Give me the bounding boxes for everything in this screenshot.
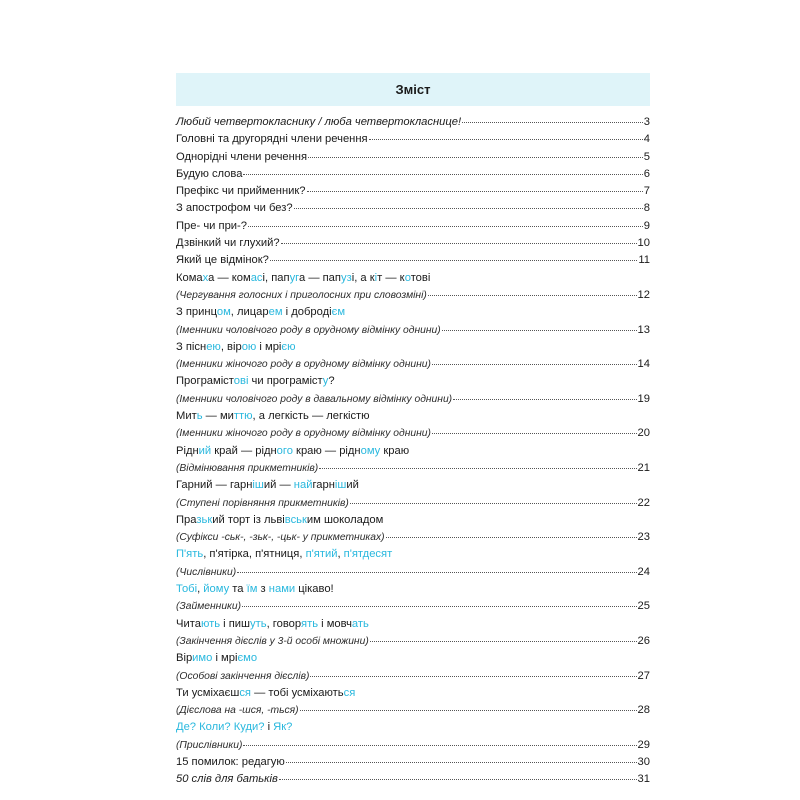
page-number: 30	[637, 755, 650, 768]
text-segment: Кома	[176, 271, 203, 284]
toc-entry-title-line	[176, 166, 650, 183]
text-segment: і мрі	[212, 652, 238, 665]
toc-entry[interactable]	[176, 477, 650, 512]
dot-leader	[319, 468, 636, 469]
toc-entry-title-line	[176, 616, 650, 633]
dot-leader	[270, 260, 638, 261]
toc-entry[interactable]	[176, 304, 650, 339]
text-segment: і, а к	[351, 271, 375, 284]
text-segment: З пісн	[176, 340, 207, 353]
toc-entry-title	[176, 616, 369, 633]
toc-entry-subtitle-line	[176, 598, 650, 615]
highlighted-text: п'ятий	[305, 548, 338, 561]
text-segment: Пра	[176, 513, 197, 526]
toc-entry-title-line	[176, 408, 650, 425]
toc-entry-subtitle-line	[176, 529, 650, 546]
toc-entry[interactable]	[176, 149, 650, 166]
toc-entry-title-line	[176, 131, 650, 148]
page-number: 9	[643, 219, 650, 232]
toc-entry-title	[176, 252, 269, 269]
dot-leader	[281, 243, 637, 244]
text-segment: а — ком	[208, 271, 251, 284]
toc-entry[interactable]	[176, 218, 650, 235]
page-number: 11	[638, 254, 650, 267]
toc-header	[176, 73, 650, 106]
toc-entry-title-line	[176, 149, 650, 166]
toc-entry-title	[176, 183, 306, 200]
text-segment: Програміст	[176, 375, 234, 388]
text-segment: краю — рідн	[292, 444, 361, 457]
page-number: 8	[643, 202, 650, 215]
text-segment: Пре- чи при-?	[176, 219, 247, 232]
highlighted-text: о	[404, 271, 411, 284]
page-number: 23	[637, 531, 650, 544]
toc-entry-title-line	[176, 546, 650, 563]
text-segment: (Особові закінчення дієслів)	[176, 670, 310, 682]
page-number: 4	[643, 133, 650, 146]
text-segment: 15 помилок: редагую	[176, 755, 285, 768]
highlighted-text: ом	[216, 306, 231, 319]
page-number: 22	[637, 496, 650, 509]
highlighted-text: уть	[250, 617, 267, 630]
toc-entry-subtitle	[176, 287, 427, 304]
dot-leader	[286, 762, 637, 763]
highlighted-text: ємо	[237, 652, 258, 665]
toc-entry[interactable]	[176, 131, 650, 148]
toc-entry-title	[176, 650, 257, 667]
text-segment: Будую слова	[176, 167, 243, 180]
toc-entry-title-line	[176, 650, 650, 667]
toc-entry-subtitle	[176, 737, 242, 754]
text-segment: , вір	[220, 340, 242, 353]
toc-entry[interactable]	[176, 650, 650, 685]
toc-title: Зміст	[395, 82, 431, 97]
text-segment: (Іменники жіночого роду в орудному відмінку однини)	[176, 428, 431, 440]
toc-entry[interactable]	[176, 270, 650, 305]
text-segment: і мрі	[256, 340, 282, 353]
text-segment: З апострофом чи без?	[176, 202, 293, 215]
toc-entry-title	[176, 166, 242, 183]
dot-leader	[242, 606, 636, 607]
toc-entry-subtitle	[176, 460, 318, 477]
toc-entry-title	[176, 235, 280, 252]
toc-entry-title-line	[176, 581, 650, 598]
toc-entry-title-line	[176, 373, 650, 390]
highlighted-text: х	[202, 271, 209, 284]
toc-entry[interactable]	[176, 685, 650, 720]
toc-entry[interactable]	[176, 512, 650, 547]
text-segment: тові	[410, 271, 431, 284]
page-number: 6	[643, 167, 650, 180]
toc-entry-subtitle-line	[176, 425, 650, 442]
highlighted-text: Як?	[273, 721, 293, 734]
text-segment: ий —	[263, 479, 294, 492]
dot-leader	[432, 433, 637, 434]
dot-leader	[386, 537, 637, 538]
dot-leader	[243, 745, 636, 746]
highlighted-text: ся	[239, 686, 251, 699]
highlighted-text: ові	[233, 375, 249, 388]
dot-leader	[237, 572, 636, 573]
toc-entry-title-line	[176, 443, 650, 460]
toc-entry-subtitle-line	[176, 287, 650, 304]
toc-entry-title	[176, 373, 335, 390]
text-segment: а — пап	[299, 271, 341, 284]
toc-entry-title-line	[176, 235, 650, 252]
text-segment: Мит	[176, 410, 197, 423]
toc-entry-subtitle	[176, 668, 309, 685]
toc-entry[interactable]	[176, 616, 650, 651]
toc-entry-subtitle-line	[176, 322, 650, 339]
text-segment: З принц	[176, 306, 217, 319]
page-number: 21	[637, 461, 650, 474]
text-segment: , п'ятірка, п'ятниця,	[203, 548, 306, 561]
toc-entry-title-line	[176, 477, 650, 494]
text-segment: Ти усміхаєш	[176, 686, 240, 699]
toc-entry-title	[176, 771, 278, 788]
toc-entry-title	[176, 114, 461, 131]
text-segment: Дзвінкий чи глухий?	[176, 237, 280, 250]
toc-entry-title	[176, 443, 409, 460]
toc-entry-subtitle-line	[176, 633, 650, 650]
text-segment: (Відмінювання прикметників)	[176, 462, 319, 474]
toc-entry-title-line	[176, 685, 650, 702]
text-segment: і доброді	[282, 306, 332, 319]
toc-entry-subtitle-line	[176, 460, 650, 477]
toc-entry[interactable]	[176, 183, 650, 200]
text-segment: Вір	[176, 652, 193, 665]
text-segment: Чита	[176, 617, 201, 630]
toc-entry-title-line	[176, 339, 650, 356]
text-segment: (Ступені порівняння прикметників)	[176, 497, 349, 509]
text-segment: (Числівники)	[176, 566, 237, 578]
toc-entry-title-line	[176, 512, 650, 529]
toc-entry-title	[176, 754, 285, 771]
text-segment: (Чергування голосних і приголосних при словозміні)	[176, 289, 427, 301]
toc-entry-subtitle	[176, 391, 452, 408]
text-segment: , лицар	[230, 306, 269, 319]
toc-entry[interactable]	[176, 754, 650, 771]
highlighted-text: іш	[252, 479, 264, 492]
page-number: 29	[637, 738, 650, 751]
highlighted-text: зьк	[196, 513, 213, 526]
text-segment: Який це відмінок?	[176, 254, 269, 267]
toc-entry-subtitle-line	[176, 668, 650, 685]
page-number: 10	[637, 237, 650, 250]
toc-entry-subtitle	[176, 702, 299, 719]
text-segment: ий	[346, 479, 359, 492]
text-segment: і пиш	[220, 617, 251, 630]
dot-leader	[300, 710, 637, 711]
toc-entry-title-line	[176, 771, 650, 788]
toc-entry-title	[176, 270, 430, 287]
text-segment: — ми	[202, 410, 234, 423]
text-segment: з	[257, 583, 269, 596]
toc-entry-title	[176, 581, 334, 598]
toc-entry[interactable]	[176, 581, 650, 616]
toc-entry-title-line	[176, 719, 650, 736]
toc-entry-subtitle	[176, 356, 431, 373]
dot-leader	[294, 208, 643, 209]
highlighted-text: іш	[334, 479, 347, 492]
highlighted-text: П'ять	[176, 548, 204, 561]
highlighted-text: Де? Коли? Куди?	[176, 721, 265, 734]
page-number: 20	[637, 427, 650, 440]
page-number: 19	[637, 392, 650, 405]
toc-entry-subtitle	[176, 529, 385, 546]
toc-entry[interactable]	[176, 771, 650, 788]
dot-leader	[310, 676, 636, 677]
dot-leader	[370, 641, 637, 642]
toc-entry-subtitle-line	[176, 495, 650, 512]
text-segment: (Іменники чоловічого роду в давальному відмінку однини)	[176, 393, 453, 405]
highlighted-text: Тобі	[176, 583, 198, 596]
highlighted-text: ею	[206, 340, 221, 353]
toc-entry-title-line	[176, 754, 650, 771]
highlighted-text: ать	[351, 617, 369, 630]
highlighted-text: ий	[198, 444, 212, 457]
highlighted-text: єм	[331, 306, 346, 319]
text-segment: (Займенники)	[176, 601, 242, 613]
toc-entry-subtitle	[176, 495, 349, 512]
toc-entry[interactable]	[176, 114, 650, 131]
highlighted-text: і	[374, 271, 378, 284]
text-segment: і	[264, 721, 274, 734]
toc-entry-title-line	[176, 114, 650, 131]
text-segment: т — к	[377, 271, 405, 284]
text-segment: — тобі усміхають	[250, 686, 344, 699]
toc-entry[interactable]	[176, 166, 650, 183]
text-segment: і мовч	[318, 617, 352, 630]
page-number: 31	[637, 773, 650, 786]
text-segment: гарн	[312, 479, 335, 492]
highlighted-text: уз	[340, 271, 352, 284]
highlighted-text: ем	[268, 306, 283, 319]
text-segment: , а легкість — легкістю	[252, 410, 370, 423]
text-segment: Головні та другорядні члени речення	[176, 133, 368, 146]
text-segment: ,	[197, 583, 204, 596]
toc-entry-title	[176, 200, 293, 217]
toc-entry-title-line	[176, 304, 650, 321]
toc-entry-title-line	[176, 270, 650, 287]
dot-leader	[279, 779, 637, 780]
dot-leader	[428, 295, 637, 296]
dot-leader	[432, 364, 637, 365]
highlighted-text: єю	[281, 340, 296, 353]
page-number: 7	[643, 185, 650, 198]
highlighted-text: ас	[250, 271, 263, 284]
toc-entry-title	[176, 685, 355, 702]
page-number: 28	[637, 704, 650, 717]
toc-entry-subtitle	[176, 322, 441, 339]
highlighted-text: имо	[192, 652, 213, 665]
toc-entry-subtitle-line	[176, 391, 650, 408]
dot-leader	[453, 399, 636, 400]
highlighted-text: най	[293, 479, 313, 492]
highlighted-text: їм	[246, 583, 258, 596]
text-segment: Префікс чи прийменник?	[176, 185, 306, 198]
toc-entry-subtitle	[176, 598, 241, 615]
highlighted-text: п'ятдесят	[343, 548, 393, 561]
dot-leader	[462, 122, 643, 123]
toc-entry-subtitle-line	[176, 737, 650, 754]
text-segment: им шоколадом	[306, 513, 384, 526]
toc-entry-title-line	[176, 200, 650, 217]
page-number: 25	[637, 600, 650, 613]
text-segment: і, пап	[262, 271, 290, 284]
toc-entry-subtitle-line	[176, 356, 650, 373]
page-number: 27	[637, 669, 650, 682]
text-segment: (Іменники чоловічого роду в орудному відмінку однини)	[176, 324, 441, 336]
toc-entry-title	[176, 477, 359, 494]
page-number: 13	[637, 323, 650, 336]
toc-list	[176, 114, 650, 789]
dot-leader	[307, 191, 643, 192]
text-segment: Рідн	[176, 444, 199, 457]
text-segment: ий торт із льві	[212, 513, 285, 526]
toc-entry[interactable]	[176, 443, 650, 478]
highlighted-text: ою	[241, 340, 257, 353]
toc-entry-title-line	[176, 218, 650, 235]
toc-entry-title	[176, 546, 392, 563]
highlighted-text: йому	[203, 583, 230, 596]
toc-entry-title	[176, 218, 247, 235]
highlighted-text: нами	[268, 583, 296, 596]
text-segment: (Прислівники)	[176, 739, 243, 751]
page-number: 14	[637, 358, 650, 371]
text-segment: (Іменники жіночого роду в орудному відмінку однини)	[176, 359, 431, 371]
highlighted-text: ють	[200, 617, 221, 630]
text-segment: чи програміст	[248, 375, 323, 388]
toc-entry[interactable]	[176, 719, 650, 754]
highlighted-text: ттю	[233, 410, 253, 423]
dot-leader	[442, 330, 637, 331]
text-segment: 50 слів для батьків	[176, 773, 278, 786]
text-segment: (Суфікси -ськ-, -зьк-, -цьк- у прикметниках)	[176, 532, 385, 544]
toc-entry-subtitle-line	[176, 702, 650, 719]
toc-entry-title-line	[176, 183, 650, 200]
text-segment: Однорідні члени речення	[176, 150, 308, 163]
text-segment: (Дієслова на -шся, -ться)	[176, 705, 299, 717]
toc-entry-title-line	[176, 252, 650, 269]
text-segment: ?	[328, 375, 335, 388]
toc-entry[interactable]	[176, 408, 650, 443]
toc-entry[interactable]	[176, 339, 650, 374]
text-segment: Любий четвертокласнику / люба четвертокласнице!	[176, 116, 462, 128]
toc-entry-subtitle	[176, 564, 236, 581]
toc-entry-title	[176, 719, 292, 736]
text-segment: , говор	[266, 617, 302, 630]
text-segment: краю	[380, 444, 410, 457]
text-segment: ,	[337, 548, 344, 561]
toc-entry-title	[176, 339, 296, 356]
highlighted-text: ого	[276, 444, 293, 457]
dot-leader	[308, 157, 643, 158]
dot-leader	[350, 503, 637, 504]
dot-leader	[243, 174, 642, 175]
page-number: 12	[637, 288, 650, 301]
toc-entry[interactable]	[176, 235, 650, 252]
toc-entry-subtitle	[176, 633, 369, 650]
highlighted-text: ять	[301, 617, 319, 630]
toc-entry-title	[176, 149, 307, 166]
text-segment: край — рідн	[211, 444, 277, 457]
toc-entry[interactable]	[176, 373, 650, 408]
toc-entry[interactable]	[176, 546, 650, 581]
text-segment: цікаво!	[295, 583, 334, 596]
page-number: 26	[637, 634, 650, 647]
text-segment: та	[229, 583, 247, 596]
highlighted-text: у	[322, 375, 329, 388]
highlighted-text: ь	[196, 410, 203, 423]
highlighted-text: вськ	[284, 513, 307, 526]
toc-entry-subtitle	[176, 425, 431, 442]
dot-leader	[248, 226, 643, 227]
toc-entry-subtitle-line	[176, 564, 650, 581]
page-number: 24	[637, 565, 650, 578]
page-number: 3	[643, 116, 650, 128]
toc-entry-title	[176, 408, 370, 425]
dot-leader	[369, 139, 643, 140]
page-number: 5	[643, 150, 650, 163]
highlighted-text: ся	[343, 686, 356, 699]
text-segment: Гарний — гарн	[176, 479, 253, 492]
toc-entry-title	[176, 512, 383, 529]
toc-entry[interactable]	[176, 200, 650, 217]
highlighted-text: уг	[289, 271, 299, 284]
toc-entry[interactable]	[176, 252, 650, 269]
highlighted-text: ому	[360, 444, 381, 457]
text-segment: (Закінчення дієслів у 3-й особі множини)	[176, 635, 369, 647]
toc-entry-title	[176, 304, 345, 321]
toc-entry-title	[176, 131, 368, 148]
